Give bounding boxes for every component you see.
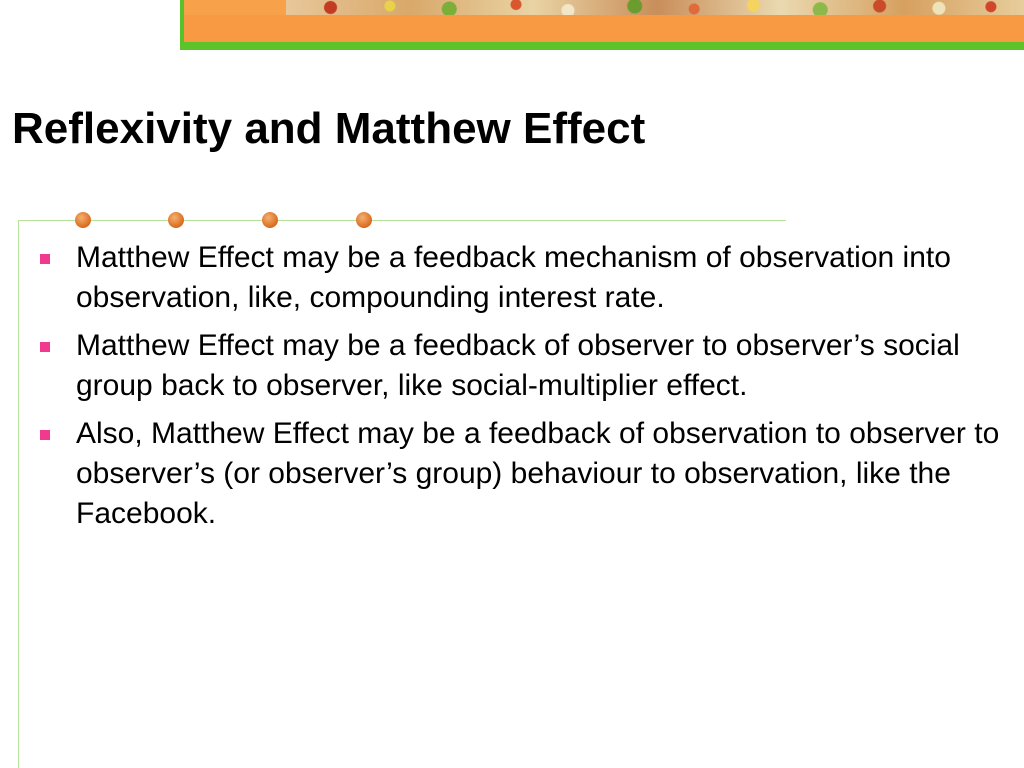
orange-dot-icon: [262, 212, 278, 228]
horizontal-rule: [18, 220, 786, 221]
orange-dot-icon: [356, 212, 372, 228]
bullet-text: Matthew Effect may be a feedback mechanism of observation into observation, like, compounding interest rate.: [76, 241, 951, 314]
orange-dot-icon: [168, 212, 184, 228]
list-item: [36, 326, 1016, 406]
banner-green-bar: [180, 42, 1024, 50]
square-bullet-icon: [40, 430, 50, 440]
orange-dot-icon: [75, 212, 91, 228]
banner-photo-strip: [286, 0, 1024, 15]
list-item: [36, 238, 1016, 318]
square-bullet-icon: [40, 342, 50, 352]
list-item: [36, 414, 1016, 534]
bullet-text: Also, Matthew Effect may be a feedback of observation to observer to observer’s (or observer’s group) behaviour to observation, like the Facebook.: [76, 417, 1000, 530]
vertical-rule: [18, 220, 19, 768]
bullet-list: [36, 238, 1016, 542]
header-banner: [180, 0, 1024, 42]
bullet-text: Matthew Effect may be a feedback of observer to observer’s social group back to observer, like social-multiplier effect.: [76, 329, 960, 402]
slide-title: Reflexivity and Matthew Effect: [12, 104, 646, 153]
banner-orange-bar: [184, 15, 1024, 42]
square-bullet-icon: [40, 254, 50, 264]
